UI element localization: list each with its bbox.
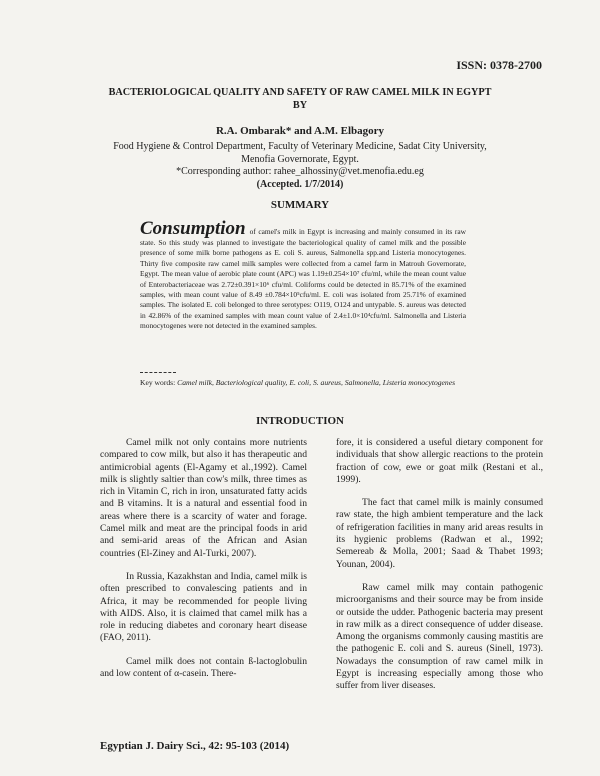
corresponding-author: *Corresponding author: rahee_alhossiny@vet.menofia.edu.eg <box>176 166 424 177</box>
abstract-divider <box>140 372 176 373</box>
affiliation-department: Food Hygiene & Control Department, Faculty of Veterinary Medicine, Sadat City University, <box>113 141 487 152</box>
intro-column-left <box>100 437 307 691</box>
authors: R.A. Ombarak* and A.M. Elbagory <box>215 125 385 137</box>
affiliation <box>70 141 530 191</box>
intro-paragraph: Raw camel milk may contain pathogenic microorganisms and their source may be from inside or outside the udder. Pathogenic bacteria may present in raw milk as a direct consequence of udder disease. Among the organisms commonly causing mastitis are the pathogenic E. coli and S. aureus (Sinell, 1973). Nowadays the consumption of raw camel milk in Egypt is increasing especially among those who suffer from liver diseases. <box>336 581 543 692</box>
title-by: BY <box>292 100 308 111</box>
keywords-label: Key words: <box>140 378 176 387</box>
abstract <box>140 220 466 332</box>
title-line: BACTERIOLOGICAL QUALITY AND SAFETY OF RAW CAMEL MILK IN EGYPT <box>108 87 492 98</box>
intro-paragraph: Camel milk not only contains more nutrients compared to cow milk, but also it has therapeutic and antimicrobial agents (El-Agamy et al.,1992). Camel milk is slightly saltier than cow's milk, three times as rich in Vitamin C, rich in iron, unsaturated fatty acids and B vitamins. It is a natural and essential food in areas where there is a scarcity of water and forage. Camel milk and meat are the principal foods in arid and semi-arid areas of the African and Asian countries (El-Ziney and Al-Turki, 2007). <box>100 437 307 559</box>
intro-paragraph: fore, it is considered a useful dietary component for individuals that show allergic reactions to the protein fraction of cow, ewe or goat milk (Restani et al., 1999). <box>336 437 543 485</box>
affiliation-location: Menofia Governorate, Egypt. <box>241 153 359 165</box>
journal-citation: Egyptian J. Dairy Sci., 42: 95-103 (2014) <box>100 740 290 752</box>
summary-heading: SUMMARY <box>270 199 330 211</box>
issn-number: ISSN: 0378-2700 <box>456 58 542 72</box>
intro-paragraph: The fact that camel milk is mainly consumed raw state, the high ambient temperature and the lack of refrigeration facilities in many arid areas results in its hygienic problems (Radwan et al., 1992; Semereab & Molla, 2001; Saad & Thabet 1993; Younan, 2004). <box>336 497 543 570</box>
introduction-heading: INTRODUCTION <box>255 415 344 427</box>
keywords-list: Camel milk, Bacteriological quality, E. coli, S. aureus, Salmonella, Listeria monocytogenes <box>177 378 456 387</box>
accepted-date: (Accepted. 1/7/2014) <box>256 178 344 190</box>
article-title <box>60 86 540 112</box>
intro-paragraph: In Russia, Kazakhstan and India, camel milk is often prescribed to convalescing patients and in Africa, it may be recommended for people living with AIDS. Also, it is claimed that camel milk has a role in reducing diabetes and coronary heart disease (FAO, 2011). <box>100 570 307 644</box>
intro-paragraph: Camel milk does not contain ß-lactoglobulin and low content of α-casein. There- <box>100 655 307 680</box>
intro-column-right <box>336 437 543 704</box>
keywords <box>140 378 470 388</box>
abstract-text: of camel's milk in Egypt is increasing and mainly consumed in its raw state. So this study was planned to investigate the bacteriological quality of camel milk and the possible presence of some milk borne pathogens as E. coli S. aureus, Salmonella spp.and Listeria monocytogenes. Thirty five composite raw camel milk samples were collected from a camel farm in Matrouh Governorate, Egypt. The mean value of aerobic plate count (APC) was 1.19±0.254×10⁷ cfu/ml, while the mean count value of Enterobacteriaceae was 2.72±0.391×10⁶ cfu/ml. Coliforms could be detected in 85.71% of the examined samples, with mean count value of 8.49 ±0.784×10⁵cfu/ml. E. coli was isolated from 25.71% of examined samples. The isolated E. coli belonged to three serotypes: O119, O124 and untypable. S. aureus was detected in 42.86% of the examined samples with mean count value of 2.4±1.0×10⁴cfu/ml. Salmonella and Listeria monocytogenes were not detected in the examined samples. <box>140 227 466 331</box>
abstract-lead-word: Consumption <box>140 218 246 239</box>
